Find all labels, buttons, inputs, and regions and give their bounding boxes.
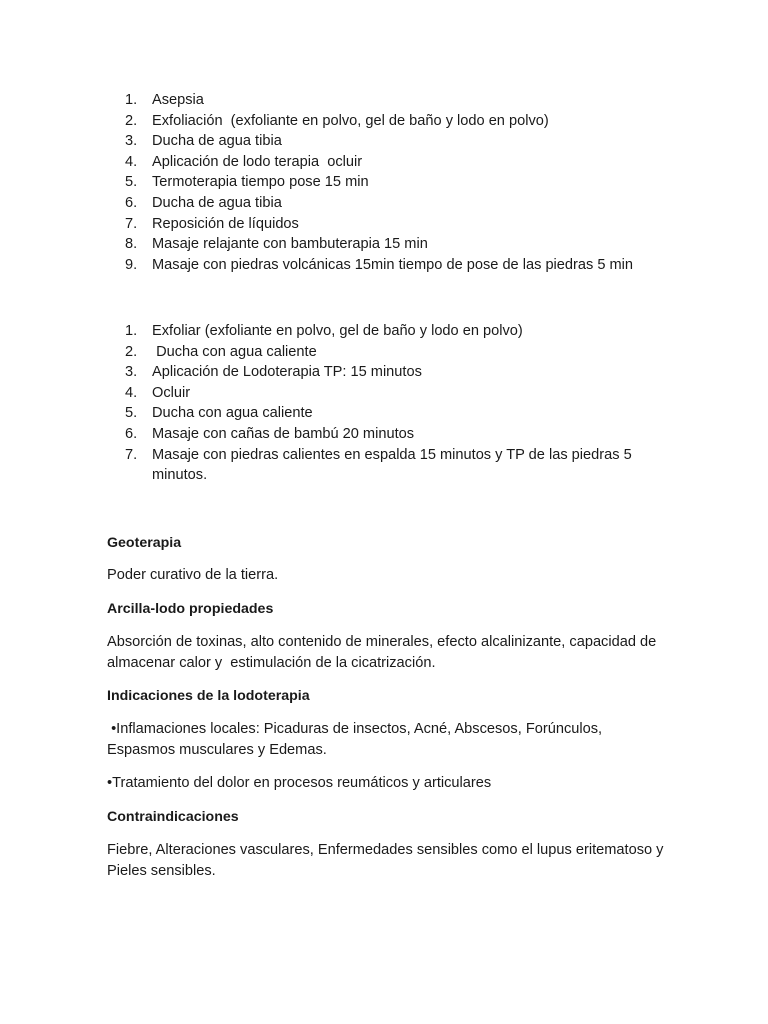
procedure-list-two (125, 321, 685, 486)
list-item (125, 172, 685, 193)
list-text: Reposición de líquidos (152, 215, 299, 232)
indicaciones-heading: Indicaciones de la lodoterapia (107, 688, 310, 704)
list-item (125, 111, 685, 132)
list-number: 3. (125, 133, 138, 150)
list-number: 1. (125, 92, 138, 108)
list-item (125, 131, 685, 152)
list-number: 4. (125, 384, 138, 401)
list-number: 7. (125, 446, 138, 463)
list-text: Termoterapia tiempo pose 15 min (152, 174, 369, 191)
geoterapia-text: Poder curativo de la tierra. (107, 567, 279, 583)
list-number: 3. (125, 364, 138, 381)
list-number: 6. (125, 425, 138, 442)
indicaciones-item-2: •Tratamiento del dolor en procesos reumáticos y articulares (107, 775, 492, 791)
list-number: 4. (125, 153, 138, 170)
list-text: Asepsia (152, 92, 204, 108)
list-number: 5. (125, 405, 138, 422)
list-number: 2. (125, 343, 138, 360)
list-text: Ducha de agua tibia (152, 133, 282, 150)
list-item (125, 403, 685, 424)
contraindicaciones-text: Fiebre, Alteraciones vasculares, Enfermedades sensibles como el lupus eritematoso y Pieles sensibles. (107, 842, 668, 879)
list-text: Aplicación de Lodoterapia TP: 15 minutos (152, 364, 422, 381)
list-text: Masaje con cañas de bambú 20 minutos (152, 425, 415, 442)
list-item (125, 424, 685, 445)
list-item (125, 90, 685, 111)
list-text: Masaje con piedras volcánicas 15min tiempo de pose de las piedras 5 min (152, 256, 634, 273)
list-item (125, 362, 685, 383)
list-number: 8. (125, 236, 138, 253)
list-text: Ducha con agua caliente (152, 343, 317, 360)
indicaciones-item-1: •Inflamaciones locales: Picaduras de insectos, Acné, Abscesos, Forúnculos, Espasmos musculares y Edemas. (107, 721, 607, 758)
list-item (125, 255, 685, 276)
arcilla-text: Absorción de toxinas, alto contenido de minerales, efecto alcalinizante, capacidad de almacenar calor y estimulación de la cicatrización. (107, 634, 661, 671)
arcilla-heading: Arcilla-lodo propiedades (107, 601, 274, 617)
list-item (125, 342, 685, 363)
list-number: 7. (125, 215, 138, 232)
list-item (125, 321, 685, 342)
list-number: 2. (125, 112, 138, 129)
list-text: Ducha con agua caliente (152, 405, 313, 422)
list-item (125, 214, 685, 235)
list-text: Masaje relajante con bambuterapia 15 min (152, 236, 428, 253)
list-item (125, 383, 685, 404)
list-number: 9. (125, 256, 138, 273)
list-text: Exfoliación (exfoliante en polvo, gel de baño y lodo en polvo) (152, 112, 549, 129)
list-number: 6. (125, 194, 138, 211)
list-text: Ducha de agua tibia (152, 194, 282, 211)
procedure-list-one (125, 90, 685, 275)
list-item (125, 234, 685, 255)
list-number: 5. (125, 174, 138, 191)
list-item (125, 152, 685, 173)
list-text: Exfoliar (exfoliante en polvo, gel de baño y lodo en polvo) (152, 323, 523, 339)
list-text: Masaje con piedras calientes en espalda 15 minutos y TP de las piedras 5 minutos. (152, 446, 636, 484)
list-item (125, 445, 685, 486)
list-text: Aplicación de lodo terapia ocluir (152, 153, 363, 170)
list-item (125, 193, 685, 214)
geoterapia-heading: Geoterapia (107, 535, 182, 551)
list-number: 1. (125, 323, 138, 339)
contraindicaciones-heading: Contraindicaciones (107, 809, 239, 825)
list-text: Ocluir (152, 384, 191, 401)
